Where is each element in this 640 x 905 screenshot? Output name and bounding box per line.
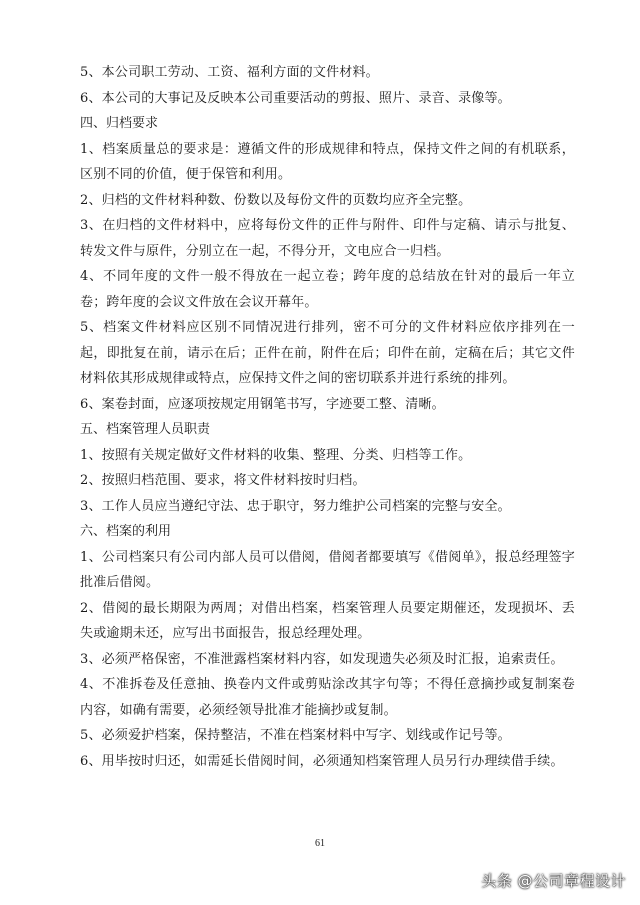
list-item: 4、不准拆卷及任意抽、换卷内文件或剪贴涂改其字句等；不得任意摘抄或复制案卷内容，如确有需要，必须经领导批准才能摘抄或复制。	[80, 677, 575, 718]
document-body	[80, 60, 575, 774]
list-item: 2、按照归档范围、要求，将文件材料按时归档。	[80, 473, 366, 488]
list-item: 5、档案文件材料应区别不同情况进行排列，密不可分的文件材料应依序排列在一起，即批复在前，请示在后；正件在前，附件在后；印件在前，定稿在后；其它文件材料依其形成规律或特点，应保持文件之间的密切联系并进行系统的排列。	[80, 320, 575, 386]
list-item: 2、归档的文件材料种数、份数以及每份文件的页数均应齐全完整。	[80, 192, 472, 208]
page-number: 61	[315, 838, 325, 849]
list-item: 2、借阅的最长期限为两周；对借出档案，档案管理人员要定期催还，发现损坏、丢失或逾期未还，应写出书面报告，报总经理处理。	[80, 600, 575, 641]
list-item: 6、案卷封面，应逐项按规定用钢笔书写，字迹要工整、清晰。	[80, 396, 445, 412]
section-heading: 五、档案管理人员职责	[80, 422, 211, 437]
list-item: 3、必须严格保密，不准泄露档案材料内容，如发现遗失必须及时汇报，追索责任。	[80, 651, 564, 667]
list-item: 4、不同年度的文件一般不得放在一起立卷；跨年度的总结放在针对的最后一年立卷；跨年度的会议文件放在会议开幕年。	[80, 269, 575, 310]
section-heading: 四、归档要求	[80, 116, 159, 131]
list-item: 6、用毕按时归还，如需延长借阅时间，必须通知档案管理人员另行办理续借手续。	[80, 753, 564, 769]
list-item: 6、本公司的大事记及反映本公司重要活动的剪报、照片、录音、录像等。	[80, 90, 511, 106]
list-item: 3、工作人员应当遵纪守法、忠于职守，努力维护公司档案的完整与安全。	[80, 498, 511, 514]
list-item: 1、按照有关规定做好文件材料的收集、整理、分类、归档等工作。	[80, 447, 472, 463]
section-heading: 六、档案的利用	[80, 524, 172, 539]
watermark: 头条 @公司章程设计	[481, 872, 626, 890]
list-item: 5、必须爱护档案，保持整洁，不准在档案材料中写字、划线或作记号等。	[80, 728, 511, 743]
list-item: 1、档案质量总的要求是：遵循文件的形成规律和特点，保持文件之间的有机联系，区别不同的价值，便于保管和利用。	[80, 141, 575, 182]
list-item: 1、公司档案只有公司内部人员可以借阅，借阅者都要填写《借阅单》，报总经理签字批准后借阅。	[80, 549, 575, 590]
list-item: 5、本公司职工劳动、工资、福利方面的文件材料。	[80, 65, 379, 80]
list-item: 3、在归档的文件材料中，应将每份文件的正件与附件、印件与定稿、请示与批复、转发文件与原件，分别立在一起，不得分开，文电应合一归档。	[80, 218, 575, 259]
